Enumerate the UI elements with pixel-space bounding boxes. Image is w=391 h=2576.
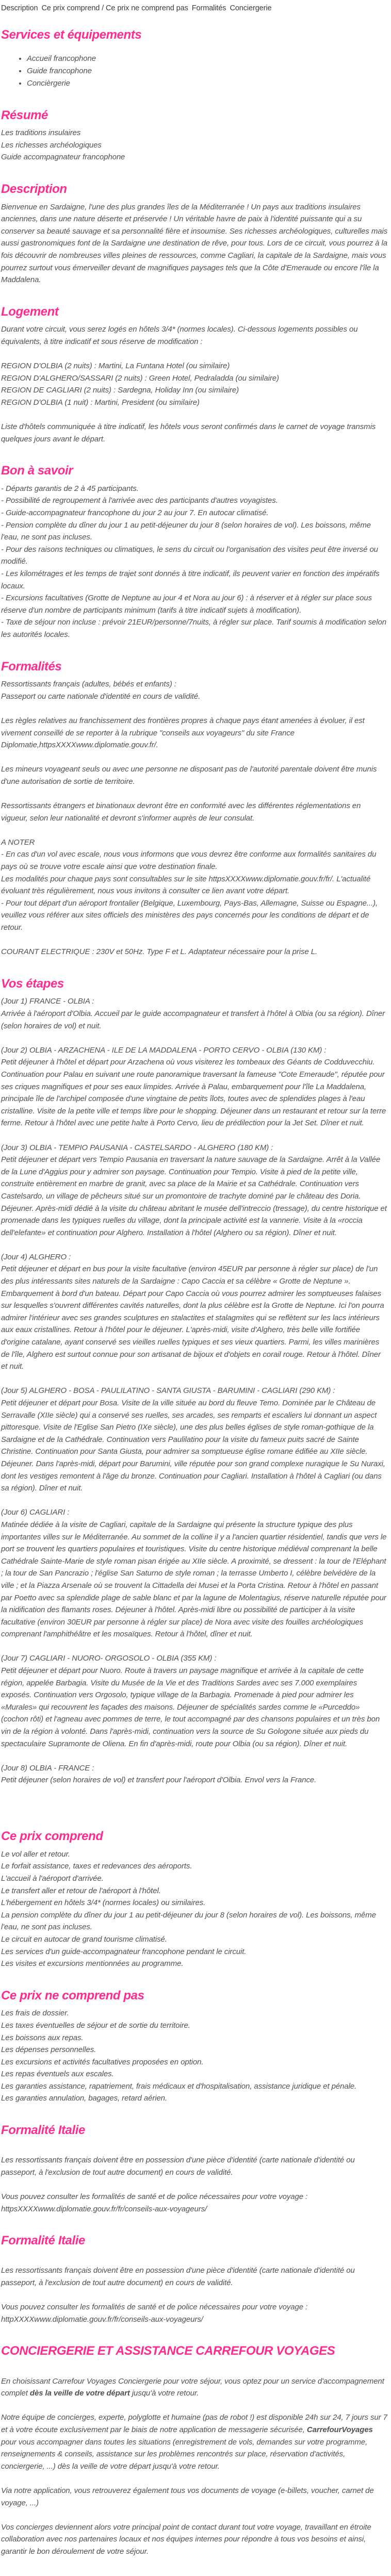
section-formalite-italie-2	[1, 2234, 388, 2325]
bullet-list	[1, 53, 388, 90]
paragraph: (Jour 4) ALGHERO :	[1, 1252, 71, 1261]
paragraph: Les garanties annulation, bagages, retard aérien.	[1, 2094, 167, 2103]
paragraph: COURANT ELECTRIQUE : 230V et 50Hz. Type F et L. Adaptateur nécessaire pour la prise L.	[1, 947, 318, 957]
spacer	[1, 1129, 388, 1142]
paragraph: - Pension complète du dîner du jour 1 au petit-déjeuner du jour 8 (selon horaires de vol). Les boissons, même l'eau, ne sont pas incluses.	[1, 520, 371, 542]
spacer	[1, 934, 388, 946]
spacer	[1, 408, 388, 421]
paragraph: - Taxe de séjour non incluse : prévoir 21EUR/personne/7nuits, à régler sur place. Tarif soumis à modification selon les autorités locales.	[1, 618, 386, 639]
paragraph: - Possibilité de regroupement à l'arrivée avec des participants d'autres voyagistes.	[1, 496, 278, 505]
section-title: Formalité Italie	[1, 2123, 85, 2138]
spacer	[1, 1032, 388, 1044]
text-segment: Notre équipe de concierges, experte, polyglotte et humaine (pas de robot !) est disponible 24h sur 24, 7 jours sur 7 et à votre écoute exclusivement par le biais de notre application de messagerie sécurisée,	[1, 2413, 387, 2434]
paragraph: httpsXXXXwww.diplomatie.gouv.fr/fr/conseils-aux-voyageurs/	[1, 2204, 207, 2213]
paragraph: (Jour 6) CAGLIARI :	[1, 1508, 70, 1517]
spacer	[1, 2509, 388, 2521]
paragraph: (Jour 7) CAGLIARI - NUORO- ORGOSOLO - OLBIA (355 KM) :	[1, 1654, 217, 1663]
section-title: Services et équipements	[1, 28, 142, 42]
bullet-item: • Guide francophone	[27, 65, 388, 77]
paragraph: Petit déjeuner à l'hôtel et départ pour Arzachena où vous visiterez les tombeaux des Géants de Codduvecchiu. Continuation pour Palau en suivant une route panoramique traversant la fameuse "Cote Emeraude", réputée pour ses criques magnifiques et pour ses eaux limpides. Arrivée à Palau, embarquement pour l'île La Maddalena, principale île de l'archipel composée d'une vingtaine de petits îlots, toutes avec de splendides plages à l'eau cristalline. Visite de la petite ville et temps libre pour le shopping. Déjeuner dans un restaurant et retour sur la terre ferme. Retour à l'hôtel avec une petite halte à Porto Cervo, lieu de prédilection pour la Jet Set. Dîner et nuit.	[1, 1058, 386, 1128]
paragraph: Les mineurs voyageant seuls ou avec une personne ne disposant pas de l'autorité parentale doivent être munis d'une autorisation de sortie de territoire.	[1, 765, 377, 786]
paragraph: Les garanties assistance, rapatriement, frais médicaux et d'hospitalisation, assistance juridique et pénale.	[1, 2081, 357, 2091]
spacer	[1, 1799, 388, 1811]
section-vos-etapes	[1, 977, 388, 1811]
paragraph: - Pour des raisons techniques ou climatiques, le sens du circuit ou l'organisation des visites peut être inversé ou modifié.	[1, 545, 378, 566]
paragraph: Les repas éventuels aux escales.	[1, 2070, 114, 2079]
paragraph: Le circuit en autocar de grand tourisme climatisé.	[1, 1934, 167, 1944]
section-formalites	[1, 660, 388, 958]
paragraph: Les excursions et activités facultatives proposées en option.	[1, 2057, 204, 2066]
paragraph: Les modalités pour chaque pays sont consultables sur le site httpsXXXXwww.diplomatie.gouv.fr/fr/. L'actualité évoluant très régulièrement, nous vous invitons à consulter ce lien avant votre départ.	[1, 874, 371, 896]
paragraph: Via notre application, vous retrouverez également tous vos documents de voyage (e-billets, voucher, carnet de voyage, ...)	[1, 2486, 374, 2507]
paragraph: Le vol aller et retour.	[1, 1849, 70, 1859]
section-logement	[1, 305, 388, 446]
paragraph: Vous pouvez consulter les formalités de santé et de police nécessaires pour votre voyage :	[1, 2303, 308, 2312]
spacer	[1, 2253, 388, 2265]
section-title: Ce prix comprend	[1, 1829, 103, 1844]
section-title: Ce prix ne comprend pas	[1, 1988, 144, 2003]
section-title: Description	[1, 182, 67, 196]
paragraph: - Pour tout départ d'un aéroport frontalier (Belgique, Luxembourg, Pays-Bas, Allemagne, Suisse ou Espagne...), veuillez vous référer aux sites officiels des ministères des pays concernés pour les conditions de départ et de retour.	[1, 898, 378, 932]
spacer	[1, 1495, 388, 1507]
section-title: Bon à savoir	[1, 464, 73, 478]
bullet-item: • Concièrgerie	[27, 77, 388, 90]
paragraph: Les taxes éventuelles de séjour et de sortie du territoire.	[1, 2021, 190, 2030]
text-segment: jusqu'à votre retour.	[129, 2389, 199, 2398]
paragraph: Les services d'un guide-accompagnateur francophone pendant le circuit.	[1, 1947, 247, 1956]
nav-link[interactable]: Ce prix comprend / Ce prix ne comprend pas	[41, 4, 188, 12]
paragraph	[1, 2375, 388, 2400]
paragraph: (Jour 2) OLBIA - ARZACHENA - ILE DE LA MADDALENA - PORTO CERVO - OLBIA (130 KM) :	[1, 1045, 327, 1055]
section-title: Formalités	[1, 659, 62, 674]
paragraph: Vous pouvez consulter les formalités de santé et de police nécessaires pour votre voyage :	[1, 2192, 308, 2202]
spacer	[1, 1640, 388, 1653]
paragraph: Les boissons aux repas.	[1, 2033, 84, 2042]
paragraph: (Jour 5) ALGHERO - BOSA - PAULILATINO - SANTA GIUSTA - BARUMINI - CAGLIARI (290 KM) :	[1, 1386, 335, 1396]
spacer	[1, 2289, 388, 2302]
paragraph: (Jour 8) OLBIA - FRANCE :	[1, 1763, 94, 1773]
nav-link[interactable]: Description	[1, 4, 38, 12]
paragraph: Petit déjeuner et départ vers Tempio Pausania en traversant la nature sauvage de la Sardaigne. Arrêt à la Vallée de la Lune d'Aggius pour y admirer son paysage. Continuation pour Tempio. Visite à pied de la petite ville, construite entièrement en marbre de granit, avec sa place de la Mairie et sa Cathédrale. Continuation vers Castelsardo, un village de pêcheurs situé sur un promontoire de trachyte dominé par le château des Doria. Déjeuner. Après-midi dédié à la visite du château abritant le musée dell'intreccio (tressage), du centre historique et promenade dans les typiques ruelles du village, dont la principale activité est la vannerie. Visite à la «roccia dell'elefante» et continuation pour Alghero. Installation à l'hôtel (Alghero ou sa région). Dîner et nuit.	[1, 1155, 387, 1237]
spacer	[1, 788, 388, 800]
paragraph: Arrivée à l'aéroport d'Olbia. Accueil par le guide accompagnateur et transfert à l'hôtel à Olbia (ou sa région). Dîner (selon horaires de vol) et nuit.	[1, 1009, 385, 1030]
bold-text: dès la veille de votre départ	[29, 2389, 130, 2398]
bullet-item: • Accueil francophone	[27, 53, 388, 65]
nav-link[interactable]: Conciergerie	[230, 4, 272, 12]
paragraph: httpXXXXwww.diplomatie.gouv.fr/fr/conseils-aux-voyageurs/	[1, 2315, 203, 2324]
paragraph: La pension complète du dîner du jour 1 au petit-déjeuner du jour 8 (selon horaires de vol). Les boissons, même l'eau, ne sont pas incluses.	[1, 1910, 376, 1932]
bold-text: CarrefourVoyages	[306, 2425, 373, 2434]
paragraph: - Guide-accompagnateur francophone du jour 2 au jour 7. En autocar climatisé.	[1, 508, 269, 518]
paragraph: Vos concierges deviennent alors votre principal point de contact durant tout votre voyage, travaillant en étroite collaboration avec nos partenaires locaux et nos équipes internes pour répondre à tous vos besoins et ainsi, garantir le bon déroulement de votre séjour.	[1, 2522, 371, 2556]
spacer	[1, 2142, 388, 2155]
paragraph: Les ressortissants français doivent être en possession d'une pièce d'identité (carte nationale d'identité ou passeport, à l'exclusion de tout autre document) en cours de validité.	[1, 2266, 355, 2287]
paragraph: Petit déjeuner et départ pour Nuoro. Route à travers un paysage magnifique et arrivée à la capitale de cette région, appelée Barbagia. Visite du Musée de la Vie et des Traditions Sardes avec ses 7.000 exemplaires exposés. Continuation vers Orgosolo, typique village de la Barbagia. Promenade à pied pour admirer les «Murales» qui recouvrent les façades des maisons. Déjeuner de spécialités sardes comme le «Purceddo» (cochon rôti) et l'agneau avec pommes de terre, le tout accompagné par des chansons populaires et un très bon vin de la région à volonté. Dans l'après-midi, continuation vers la source de Su Gologone située aux pieds du spectaculaire Supramonte de Oliena. En fin d'après-midi, route pour Olbia (ou sa région). Dîner et nuit.	[1, 1666, 380, 1748]
paragraph: Les richesses archéologiques	[1, 140, 102, 150]
spacer	[1, 1239, 388, 1251]
paragraph: (Jour 1) FRANCE - OLBIA :	[1, 997, 94, 1006]
section-title: CONCIERGERIE ET ASSISTANCE CARREFOUR VOYAGES	[1, 2344, 335, 2358]
section-conciergerie-assistance	[1, 2344, 388, 2557]
section-title: Résumé	[1, 108, 48, 122]
paragraph: Petit déjeuner et départ en bus pour la visite facultative (environ 45EUR par personne à régler sur place) de l'un des plus intéressants sites naturels de la Sardaigne : Capo Caccia et sa célèbre « Grotte de Neptune ». Embarquement à bord d'un bateau. Départ pour Capo Caccia où vous pourrez admirer les somptueuses falaises sur lesquelles s'ouvrent différentes cavités naturelles, dont la plus célèbre est la Grotte de Neptune. Ici l'on pourra admirer l'intérieur avec ses grandes sculptures en stalactites et stalagmites qui se reflètent sur les lacs intérieurs aux eaux cristallines. Retour à l'hôtel pour le déjeuner. L'après-midi, visite d'Alghero, très belle ville fortifiée d'origine catalane, ayant conservé ses vieilles ruelles typiques et ses vieux quartiers. Parmi, les villes marinières de l'île, Alghero est surtout connue pour son artisanat de bijoux et d'objets en corail rouge. Retour à l'hôtel. Dîner et nuit.	[1, 1265, 384, 1371]
paragraph: Guide accompagnateur francophone	[1, 153, 125, 162]
paragraph: - En cas d'un vol avec escale, nous vous informons que vous devrez être conforme aux formalités sanitaires du pays où se trouve votre escale ainsi que votre destination finale.	[1, 850, 377, 872]
text-segment: pour vous accompagner dans toutes les situations (enregistrement de vols, demandes sur votre programme, renseignements & conseils, assistance sur les problèmes rencontrés sur place, réservation d'activités, conciergerie, ...) dès la veille de votre départ jusqu'à votre retour.	[1, 2437, 368, 2471]
spacer	[1, 702, 388, 715]
paragraph: Ressortissants français (adultes, bébés et enfants) :	[1, 680, 176, 689]
section-formalite-italie-1	[1, 2123, 388, 2215]
paragraph: Ressortissants étrangers et binationaux devront être en conformité avec les différentes réglementations en vigueur, selon leur nationalité et devront s'informer auprès de leur consulat.	[1, 801, 361, 823]
paragraph: Matinée dédiée à la visite de Cagliari, capitale de la Sardaigne qui présente la structure typique des plus importantes villes sur le Méditerranée. Au sommet de la colline il y a l'ancien quartier résidentiel, tandis que vers le port se trouvent les quartiers populaires et touristiques. Visite du centre historique médiéval comprenant la belle Cathédrale Sainte-Marie de style roman pisan érigée au XIIe siècle. A proximité, se dressent : la tour de l'Eléphant ; la tour de San Pancrazio ; l'église San Saturno de style roman ; la terrasse Umberto I, célèbre belvédère de la ville ; et la Piazza Arsenale où se trouvent la Cittadella dei Musei et la Porta Cristina. Retour à l'hôtel en passant par Poetto avec sa splendide plage de sable blanc et par la lagune de Molentagius, réserve naturelle réputée pour la nidification des flamants roses. Déjeuner à l'hôtel. Après-midi libre ou possibilité de participer à la visite facultative (environ 30EUR par personne à régler sur place) de Nora avec visite des fouilles archéologiques comprenant l'amphithéâtre et les mosaïques. Retour à l'hôtel, dîner et nuit.	[1, 1520, 387, 1639]
section-description	[1, 182, 388, 286]
paragraph: Les frais de dossier.	[1, 2009, 69, 2018]
paragraph: - Départs garantis de 2 à 45 participants.	[1, 484, 139, 493]
spacer	[1, 1373, 388, 1385]
paragraph: Les ressortissants français doivent être en possession d'une pièce d'identité (carte nationale d'identité ou passeport, à l'exclusion de tout autre document) en cours de validité.	[1, 2156, 355, 2177]
paragraph: (Jour 3) OLBIA - TEMPIO PAUSANIA - CASTELSARDO - ALGHERO (180 KM) :	[1, 1143, 273, 1152]
section-bon-a-savoir	[1, 464, 388, 641]
paragraph: Les dépenses personnelles.	[1, 2045, 96, 2055]
nav-link[interactable]: Formalités	[191, 4, 226, 12]
section-title: Vos étapes	[1, 976, 64, 991]
paragraph: A NOTER	[1, 838, 35, 847]
text-segment: En choisissant Carrefour Voyages Conciergerie pour votre séjour, vous optez pour un service d'accompagnement complet	[1, 2376, 384, 2398]
section-title: Logement	[1, 304, 59, 319]
section-ce-prix-ne-comprend-pas	[1, 1989, 388, 2105]
paragraph: Le transfert aller et retour de l'aéroport à l'hôtel.	[1, 1886, 161, 1895]
paragraph: Les traditions insulaires	[1, 128, 81, 138]
paragraph: Les visites et excursions mentionnées au programme.	[1, 1959, 184, 1968]
spacer	[1, 348, 388, 360]
spacer	[1, 1786, 388, 1799]
paragraph: REGION D'OLBIA (2 nuits) : Martini, La Funtana Hotel (ou similaire)	[1, 362, 230, 371]
paragraph: REGION D'ALGHERO/SASSARI (2 nuits) : Green Hotel, Pedraladda (ou similaire)	[1, 373, 279, 383]
spacer	[1, 824, 388, 836]
section-resume	[1, 108, 388, 163]
paragraph: Bienvenue en Sardaigne, l'une des plus grandes îles de la Méditerranée ! Un pays aux traditions insulaires anciennes, dans une nature déserte et préservée ! Un véritable havre de paix à l'identité puissante qui a su conserver sa beauté sauvage et sa personnalité fière et insoumise. Ses richesses archéologiques, culturelles mais aussi gastronomiques font de la Sardaigne une destination de rêve, pour tous. Lors de ce circuit, vous pourrez à la fois découvrir de nombreuses villes pleines de ressources, comme Cagliari, la capitale de la Sardaigne, mais vous pourrez surtout vous émerveiller devant de magnifiques paysages tels que la Côte d'Emeraude ou encore l'île la Maddalena.	[1, 202, 388, 285]
paragraph: REGION DE CAGLIARI (2 nuits) : Sardegna, Holiday Inn (ou similaire)	[1, 386, 239, 395]
content	[1, 28, 388, 2557]
paragraph: REGION D'OLBIA (1 nuit) : Martini, President (ou similaire)	[1, 398, 200, 407]
section-title: Formalité Italie	[1, 2234, 85, 2248]
paragraph: L'accueil à l'aéroport d'arrivée.	[1, 1874, 104, 1883]
anchor-nav	[1, 4, 388, 12]
paragraph: - Excursions facultatives (Grotte de Neptune au jour 4 et Nora au jour 6) : à réserver et à régler sur place sous réserve d'un nombre de participants minimum (tarifs à titre indicatif sujets à modification).	[1, 594, 372, 615]
spacer	[1, 2178, 388, 2191]
spacer	[1, 2363, 388, 2375]
paragraph	[1, 2411, 388, 2472]
spacer	[1, 2400, 388, 2412]
paragraph: Passeport ou carte nationale d'identité en cours de validité.	[1, 692, 201, 701]
paragraph: Petit déjeuner et départ pour Bosa. Visite de la ville située au bord du fleuve Temo. Dominée par le Château de Serravalle (XIIe siècle) qui a conservé ses ruelles, ses arcades, ses remparts et escaliers lui donnant un aspect pittoresque. Visite de l'Eglise San Pietro (IXe siècle), une des plus belles églises de style roman-gothique de la Sardaigne et de la Cathédrale. Continuation vers Paulilatino pour la visite du fameux puits sacré de Sainte Christine. Continuation pour Santa Giusta, pour admirer sa somptueuse église romane édifiée au XIIe siècle. Déjeuner. Dans l'après-midi, départ pour Barumini, ville réputée pour son grand complexe nuragique le Su Nuraxi, dont les vestiges remontent à l'âge du bronze. Continuation pour Cagliari. Installation à l'hôtel à Cagliari (ou dans sa région). Dîner et nuit.	[1, 1399, 385, 1493]
spacer	[1, 2472, 388, 2485]
paragraph: Durant votre circuit, vous serez logés en hôtels 3/4* (normes locales). Ci-dessous logements possibles ou équivalents, à titre indicatif et sous réserve de modification :	[1, 325, 358, 346]
paragraph: Le forfait assistance, taxes et redevances des aéroports.	[1, 1862, 192, 1871]
section-ce-prix-comprend	[1, 1829, 388, 1970]
paragraph: L'hébergement en hôtels 3/4* (normes locales) ou similaires.	[1, 1898, 206, 1908]
paragraph: Les règles relatives au franchissement des frontières propres à chaque pays étant amenées à évoluer, il est vivement conseillé de se reporter à la rubrique "conseils aux voyageurs" du site France Diplomatie,httpsXXXXwww.diplomatie.gouv.fr/.	[1, 716, 365, 750]
paragraph: - Les kilométrages et les temps de trajet sont donnés à titre indicatif, ils peuvent varier en fonction des impératifs locaux.	[1, 569, 380, 590]
spacer	[1, 751, 388, 764]
section-services-equipements	[1, 28, 388, 90]
paragraph: Petit déjeuner (selon horaires de vol) et transfert pour l'aéroport d'Olbia. Envol vers la France.	[1, 1776, 317, 1785]
spacer	[1, 1750, 388, 1762]
paragraph: Liste d'hôtels communiquée à titre indicatif, les hôtels vous seront confirmés dans le carnet de voyage transmis quelques jours avant le départ.	[1, 422, 376, 444]
